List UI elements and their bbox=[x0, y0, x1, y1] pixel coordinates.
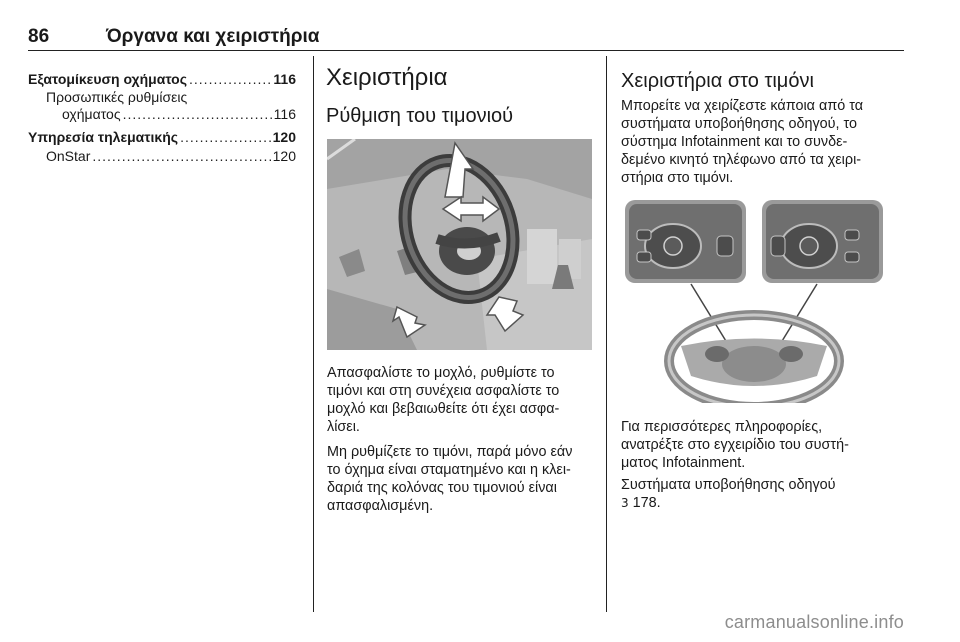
text-line: ανατρέξτε στο εγχειρίδιο του συστή- bbox=[621, 437, 849, 453]
controls-intro bbox=[621, 97, 906, 187]
text-line: δεμένο κινητό τηλέφωνο από τα χειρι- bbox=[621, 152, 862, 168]
text-line: απασφαλισμένη. bbox=[327, 498, 434, 514]
text-line: στήρια στο τιμόνι. bbox=[621, 170, 734, 186]
toc-page: 116 bbox=[273, 106, 296, 122]
toc-page: 120 bbox=[272, 148, 296, 164]
toc-page: 116 bbox=[273, 71, 296, 87]
right-heading: Χειριστήρια στο τιμόνι bbox=[621, 70, 814, 92]
text-line: σύστημα Infotainment και το συνδε- bbox=[621, 134, 848, 150]
more-info bbox=[621, 418, 906, 472]
adjust-instructions bbox=[327, 364, 602, 436]
text-line: Μπορείτε να χειρίζεστε κάποια από τα bbox=[621, 98, 864, 114]
text-line: το όχημα είναι σταματημένο και η κλει- bbox=[327, 462, 571, 478]
toc-label: OnStar bbox=[46, 148, 91, 164]
steering-wheel-controls-illustration bbox=[621, 196, 887, 403]
toc-dots bbox=[189, 71, 271, 88]
toc-page: 120 bbox=[272, 129, 296, 145]
driver-assist-reference bbox=[621, 476, 906, 512]
toc-label: οχήματος bbox=[62, 106, 121, 122]
text-line: Μη ρυθμίζετε το τιμόνι, παρά μόνο εάν bbox=[327, 444, 573, 460]
watermark: carmanualsonline.info bbox=[724, 612, 904, 632]
page-number: 86 bbox=[28, 26, 50, 47]
toc-entry-vehicle-personalization[interactable] bbox=[28, 71, 296, 88]
page-reference[interactable] bbox=[621, 494, 906, 512]
adjust-warning bbox=[327, 443, 602, 515]
text-line: Συστήματα υποβοήθησης οδηγού bbox=[621, 477, 836, 493]
steering-adjustment-illustration bbox=[327, 139, 592, 350]
reference-arrow-icon: 3 bbox=[621, 496, 629, 510]
toc-label: Υπηρεσία τηλεματικής bbox=[28, 129, 179, 145]
column-divider-left bbox=[313, 56, 314, 612]
section-heading: Χειριστήρια bbox=[326, 64, 448, 91]
toc-dots bbox=[180, 129, 271, 146]
section-subheading: Ρύθμιση του τιμονιού bbox=[326, 105, 514, 127]
text-line: Για περισσότερες πληροφορίες, bbox=[621, 419, 823, 435]
toc-entry-personal-settings[interactable] bbox=[28, 89, 296, 123]
toc-dots bbox=[92, 148, 270, 165]
toc-entry-onstar[interactable] bbox=[28, 148, 296, 165]
text-line: μοχλό και βεβαιωθείτε ότι έχει ασφα- bbox=[327, 401, 560, 417]
text-line: ματος Infotainment. bbox=[621, 455, 746, 471]
text-line: λίσει. bbox=[327, 419, 360, 435]
toc-dots bbox=[123, 106, 272, 123]
text-line: Απασφαλίστε το μοχλό, ρυθμίστε το bbox=[327, 365, 555, 381]
page-title: Όργανα και χειριστήρια bbox=[106, 26, 320, 47]
text-line: τιμόνι και στη συνέχεια ασφαλίστε το bbox=[327, 383, 560, 399]
reference-page: 178. bbox=[632, 495, 661, 511]
toc-entry-telematics-service[interactable] bbox=[28, 129, 296, 146]
toc-label-line1: Προσωπικές ρυθμίσεις bbox=[46, 89, 188, 105]
toc-label: Εξατομίκευση οχήματος bbox=[28, 71, 188, 87]
text-line: δαριά της κολόνας του τιμονιού είναι bbox=[327, 480, 557, 496]
text-line: συστήματα υποβοήθησης οδηγού, το bbox=[621, 116, 858, 132]
column-divider-right bbox=[606, 56, 607, 612]
header-rule bbox=[28, 50, 904, 51]
